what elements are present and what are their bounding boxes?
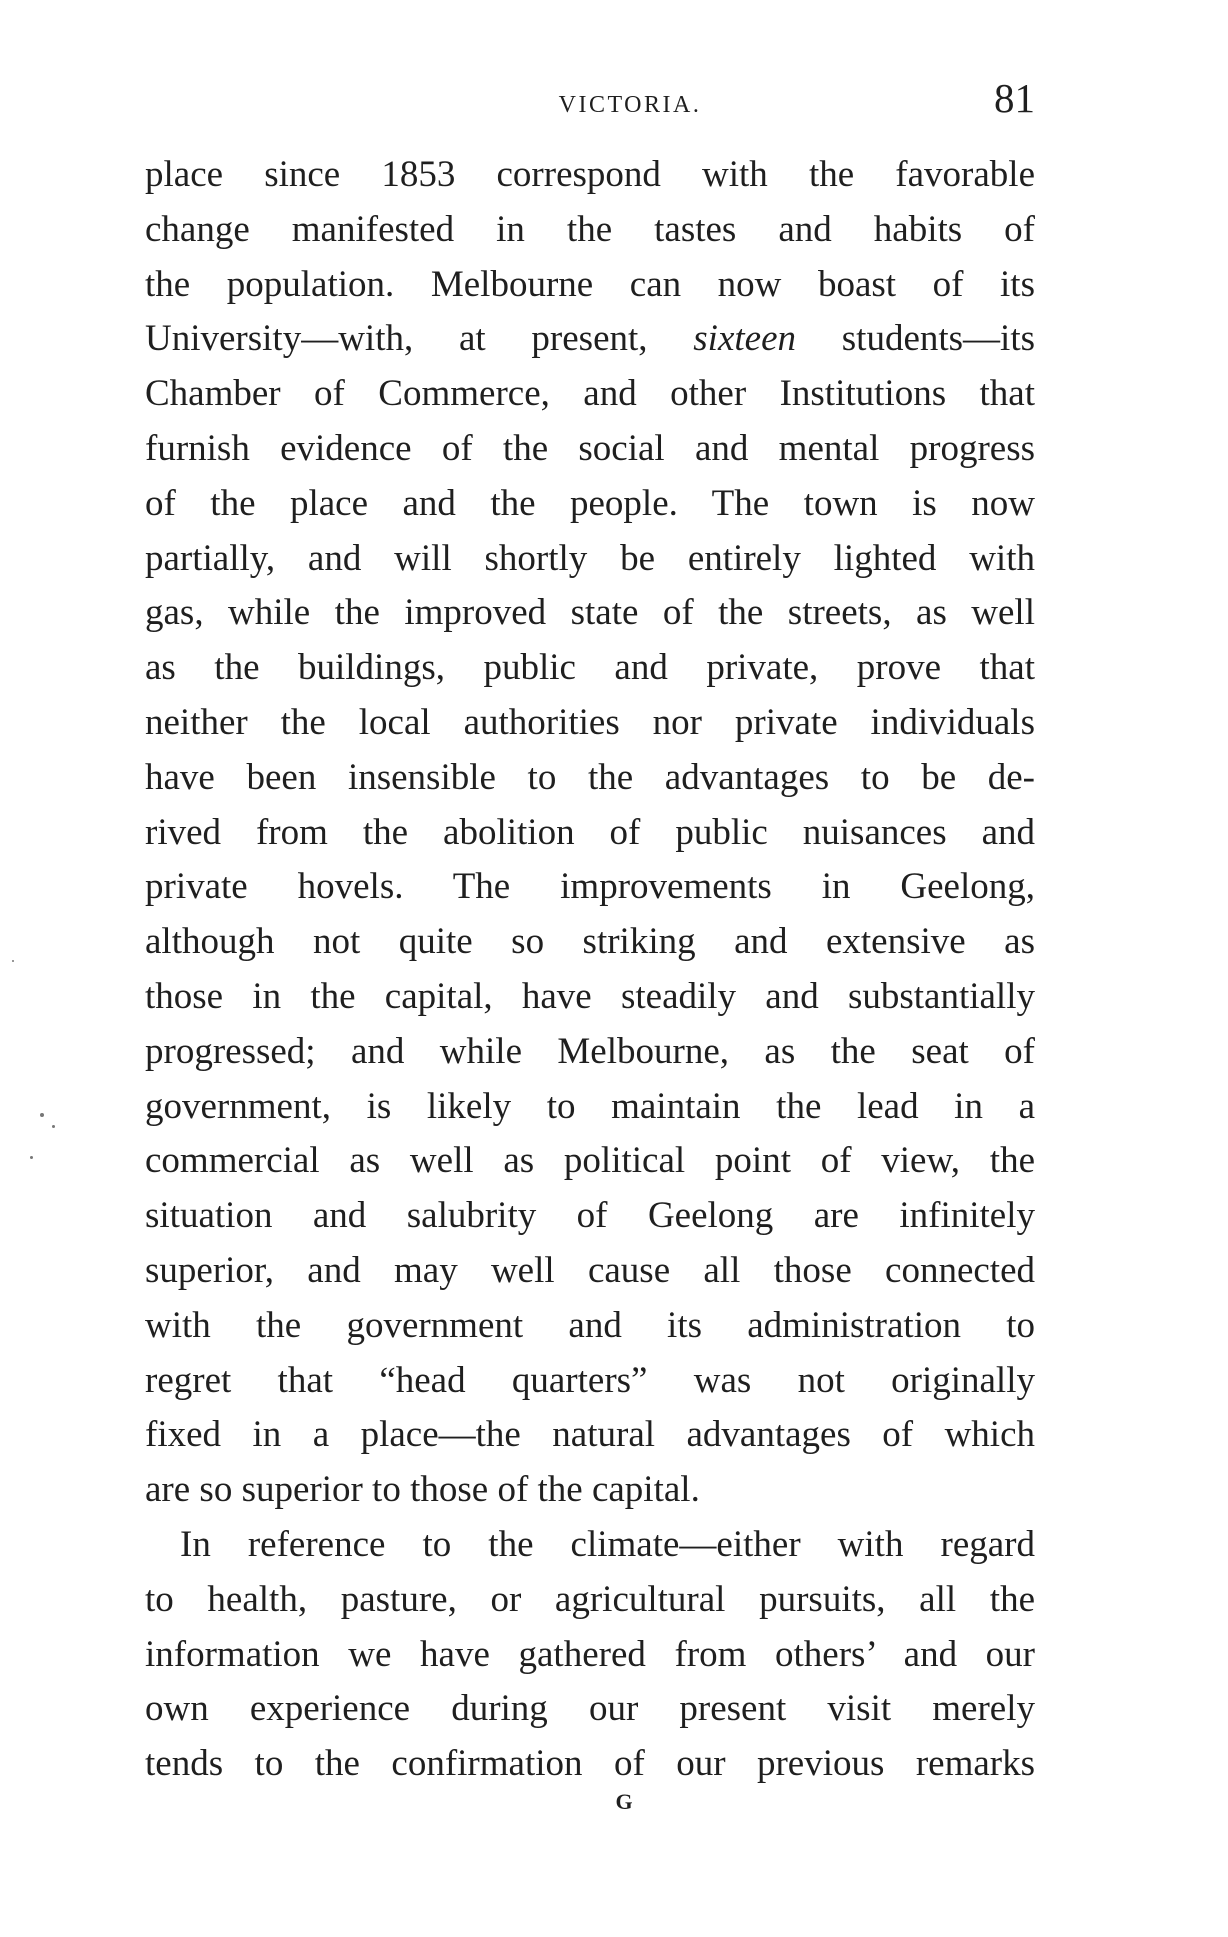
text-line: have been insensible to the advantages to be de-	[145, 756, 1035, 798]
text-segment: University—with, at present,	[145, 318, 694, 360]
running-title: VICTORIA.	[558, 92, 702, 118]
scan-speck	[12, 960, 14, 962]
page-number: 81	[994, 75, 1035, 121]
text-line: rived from the abolition of public nuisances and	[145, 811, 1035, 853]
italic-word: sixteen	[693, 318, 797, 360]
text-line: superior, and may well cause all those connected	[145, 1249, 1035, 1291]
body-text	[145, 148, 1035, 1792]
text-line: In reference to the climate—either with regard	[180, 1523, 1035, 1565]
text-line: Chamber of Commerce, and other Institutions that	[145, 373, 1035, 415]
text-line: are so superior to those of the capital.	[145, 1469, 700, 1511]
text-line: partially, and will shortly be entirely lighted with	[145, 537, 1035, 579]
text-line	[145, 312, 1035, 367]
text-line: information we have gathered from others’ and our	[145, 1633, 1035, 1675]
scan-speck	[40, 1113, 44, 1117]
text-line: neither the local authorities nor private individuals	[145, 701, 1035, 743]
running-head	[145, 75, 1035, 138]
text-line: although not quite so striking and extensive as	[145, 921, 1035, 963]
text-line: as the buildings, public and private, prove that	[145, 647, 1035, 689]
text-line: situation and salubrity of Geelong are infinitely	[145, 1195, 1035, 1237]
scan-speck	[30, 1156, 33, 1159]
text-line: furnish evidence of the social and mental progress	[145, 427, 1035, 469]
text-line: own experience during our present visit merely	[145, 1688, 1035, 1730]
text-line: tends to the confirmation of our previous remarks	[145, 1743, 1035, 1785]
text-line: the population. Melbourne can now boast of its	[145, 263, 1035, 305]
text-segment: students—its	[796, 318, 1035, 360]
text-line: change manifested in the tastes and habits of	[145, 208, 1035, 250]
text-line: gas, while the improved state of the streets, as well	[145, 592, 1035, 634]
paragraph-1	[145, 148, 1035, 1518]
text-line: commercial as well as political point of view, the	[145, 1140, 1035, 1182]
text-line: with the government and its administration to	[145, 1304, 1035, 1346]
text-line: place since 1853 correspond with the favorable	[145, 154, 1035, 195]
text-line: regret that “head quarters” was not originally	[145, 1359, 1035, 1401]
text-line: progressed; and while Melbourne, as the seat of	[145, 1030, 1035, 1072]
paragraph-2	[145, 1518, 1035, 1792]
signature-mark: G	[615, 1789, 633, 1814]
text-line: private hovels. The improvements in Geelong,	[145, 866, 1035, 908]
text-line: fixed in a place—the natural advantages of which	[145, 1414, 1035, 1456]
text-line: those in the capital, have steadily and substantially	[145, 975, 1035, 1017]
text-line: government, is likely to maintain the lead in a	[145, 1085, 1035, 1127]
text-line: to health, pasture, or agricultural pursuits, all the	[145, 1578, 1035, 1620]
text-line: of the place and the people. The town is now	[145, 482, 1035, 524]
scan-speck	[52, 1125, 55, 1128]
